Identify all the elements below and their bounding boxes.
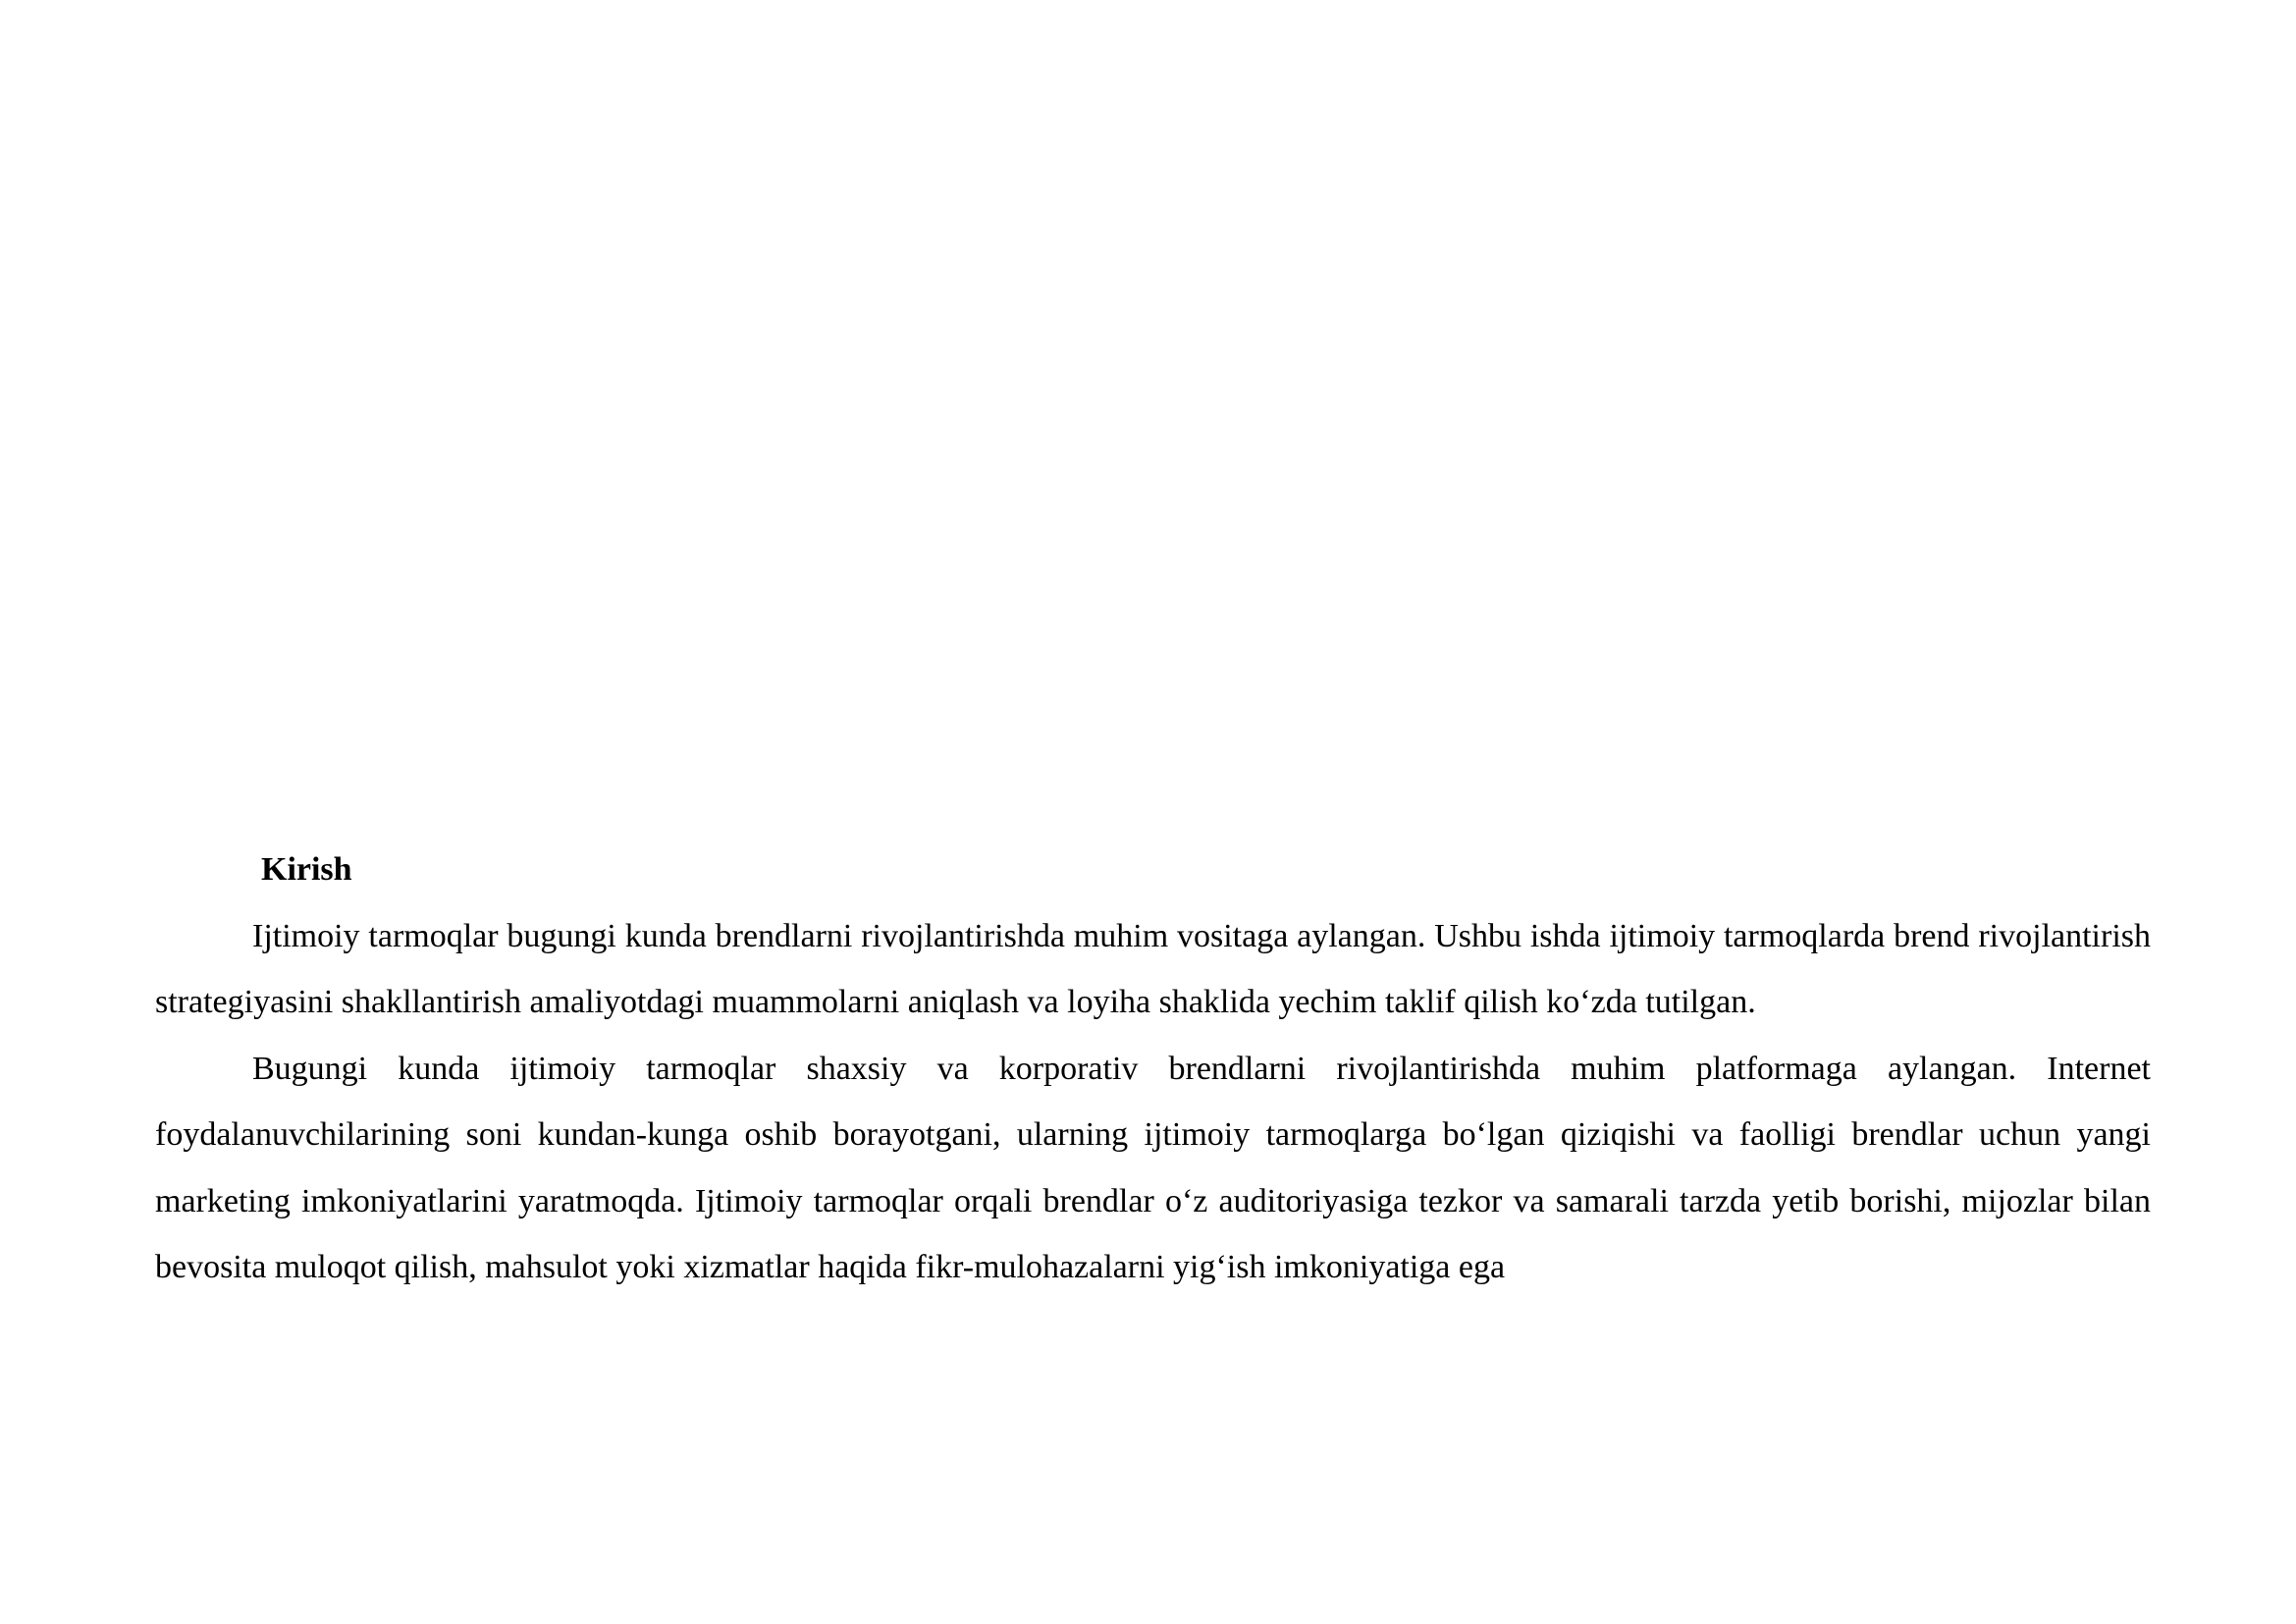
document-body (155, 837, 2151, 1301)
paragraph-intro: Ijtimoiy tarmoqlar bugungi kunda brendlarni rivojlantirishda muhim vositaga aylangan. Ushbu ishda ijtimoiy tarmoqlarda brend rivojlantirish strategiyasini shakllantirish amaliyotdagi muammolarni aniqlash va loyiha shaklida yechim taklif qilish ko‘zda tutilgan. (155, 917, 2151, 1020)
section-heading: Kirish (261, 851, 352, 888)
paragraph-main: Bugungi kunda ijtimoiy tarmoqlar shaxsiy va korporativ brendlarni rivojlantirishda muhim platformaga aylangan. Internet foydalanuvchilarining soni kundan-kunga oshib borayotgani, ularning ijtimoiy tarmoqlarga bo‘lgan qiziqishi va faolligi brendlar uchun yangi marketing imkoniyatlarini yaratmoqda. Ijtimoiy tarmoqlar orqali brendlar o‘z auditoriyasiga tezkor va samarali tarzda yetib borishi, mijozlar bilan bevosita muloqot qilish, mahsulot yoki xizmatlar haqida fikr-mulohazalarni yig‘ish imkoniyatiga ega (155, 1050, 2151, 1285)
